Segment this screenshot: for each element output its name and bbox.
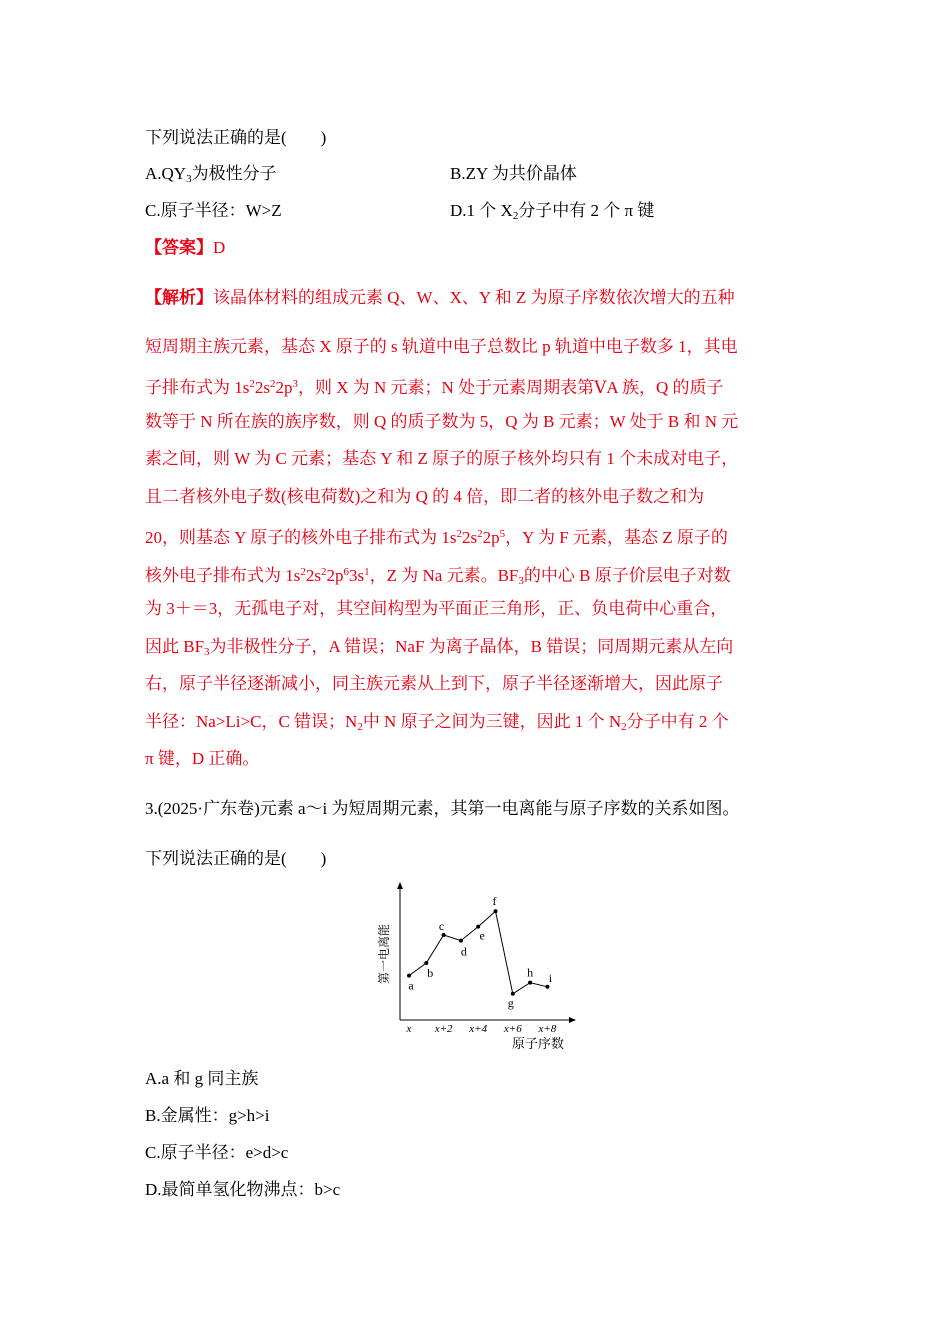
analysis-line-4: 数等于 N 所在族的族序数，则 Q 的质子数为 5，Q 为 B 元素；W 处于 B 和 N 元: [145, 412, 739, 431]
point-label-a: a: [408, 978, 414, 993]
q2-option-a[interactable]: $A.QY_3$为极性分子: [145, 164, 277, 185]
point-label-d: d: [460, 944, 467, 959]
analysis-line-11: 右，原子半径逐渐减小，同主族元素从上到下，原子半径逐渐增大，因此原子: [145, 674, 723, 693]
y-axis-label: 第一电离能: [377, 923, 391, 985]
x-tick-label: x+6: [503, 1023, 522, 1035]
q3-ask: 下列说法正确的是( ): [145, 849, 327, 868]
point-label-e: e: [479, 928, 485, 943]
analysis-line-6: 且二者核外电子数(核电荷数)之和为 Q 的 4 倍，即二者的核外电子数之和为: [145, 487, 705, 506]
analysis-line-5: 素之间，则 W 为 C 元素；基态 Y 和 Z 原子的原子核外均只有 1 个未成对电子，: [145, 449, 739, 468]
point-label-i: i: [548, 970, 553, 985]
ionization-energy-chart: [372, 880, 582, 1052]
answer-tag: 【答案】: [145, 238, 213, 257]
data-point-h: [528, 981, 532, 985]
data-point-d: [459, 939, 463, 943]
analysis-line-10: 因此 $BF_3$为非极性分子，A 错误；NaF 为离子晶体，B 错误；同周期元素从左向: [145, 637, 734, 658]
y-axis-arrow: [397, 882, 403, 889]
data-point-f: [494, 909, 498, 913]
point-label-c: c: [438, 919, 445, 933]
data-point-i: [545, 985, 549, 989]
q2-option-d[interactable]: D.1 个 $X_2$分子中有 2 个 π 键: [450, 201, 655, 222]
q2-stem: 下列说法正确的是( ): [145, 128, 327, 147]
answer-value: D: [213, 238, 226, 257]
x-tick-label: x+8: [538, 1023, 557, 1035]
data-points: [407, 894, 553, 1010]
analysis-line-2: 短周期主族元素，基态 X 原子的 s 轨道中电子总数比 p 轨道中电子数多 1，其电: [145, 337, 738, 356]
analysis-tag: 【解析】: [145, 288, 213, 307]
x-axis-label: 原子序数: [511, 1036, 565, 1051]
q3-option-b[interactable]: B.金属性：g>h>i: [145, 1106, 270, 1125]
point-label-f: f: [492, 894, 497, 909]
q3-option-a[interactable]: A.a 和 g 同主族: [145, 1069, 259, 1088]
x-axis-arrow: [569, 1017, 576, 1023]
x-tick-label: x: [406, 1023, 412, 1035]
data-point-c: [442, 933, 446, 937]
series-line: [409, 911, 547, 994]
point-label-h: h: [527, 965, 534, 980]
analysis-line-13: π 键，D 正确。: [145, 749, 260, 768]
x-tick-label: x+2: [434, 1023, 453, 1035]
analysis-line-3: 子排布式为 $1s^22s^22p^3$，则 X 为 N 元素；N 处于元素周期表第ⅤA 族，Q 的质子: [145, 378, 724, 397]
analysis-line-7: 20，则基态 Y 原子的核外电子排布式为 $1s^22s^22p^5$，Y 为 F 元素，基态 Z 原子的: [145, 528, 728, 547]
q3-option-c[interactable]: C.原子半径：e>d>c: [145, 1143, 289, 1162]
q3-stem: 3.(2025·广东卷)元素 a～i 为短周期元素，其第一电离能与原子序数的关系如图。: [145, 799, 740, 818]
data-point-b: [424, 961, 428, 965]
q2-answer: [145, 237, 225, 259]
q3-option-d[interactable]: D.最简单氢化物沸点：b>c: [145, 1180, 341, 1199]
q2-option-c[interactable]: C.原子半径：W>Z: [145, 201, 282, 220]
x-tick-label: x+4: [469, 1023, 488, 1035]
point-label-g: g: [507, 995, 514, 1010]
q2-option-b[interactable]: B.ZY 为共价晶体: [450, 164, 577, 183]
chart-axes: [397, 882, 576, 1023]
analysis-line-1: 【解析】该晶体材料的组成元素 Q、W、X、Y 和 Z 为原子序数依次增大的五种: [145, 288, 735, 307]
analysis-line-8: 核外电子排布式为 $1s^22s^22p^63s^1$，Z 为 Na 元素。$BF_3$的中心 B 原子价层电子对数: [145, 566, 731, 587]
x-tick-labels: [406, 1023, 557, 1035]
analysis-line-12: 半径：Na>Li>C，C 错误；$N_2$中 N 原子之间为三键，因此 1 个 $N_2$分子中有 2 个: [145, 712, 729, 733]
point-label-b: b: [427, 966, 434, 980]
data-point-a: [407, 974, 411, 978]
analysis-line-9: 为 3＋＝3，无孤电子对，其空间构型为平面正三角形，正、负电荷中心重合，: [145, 599, 728, 618]
